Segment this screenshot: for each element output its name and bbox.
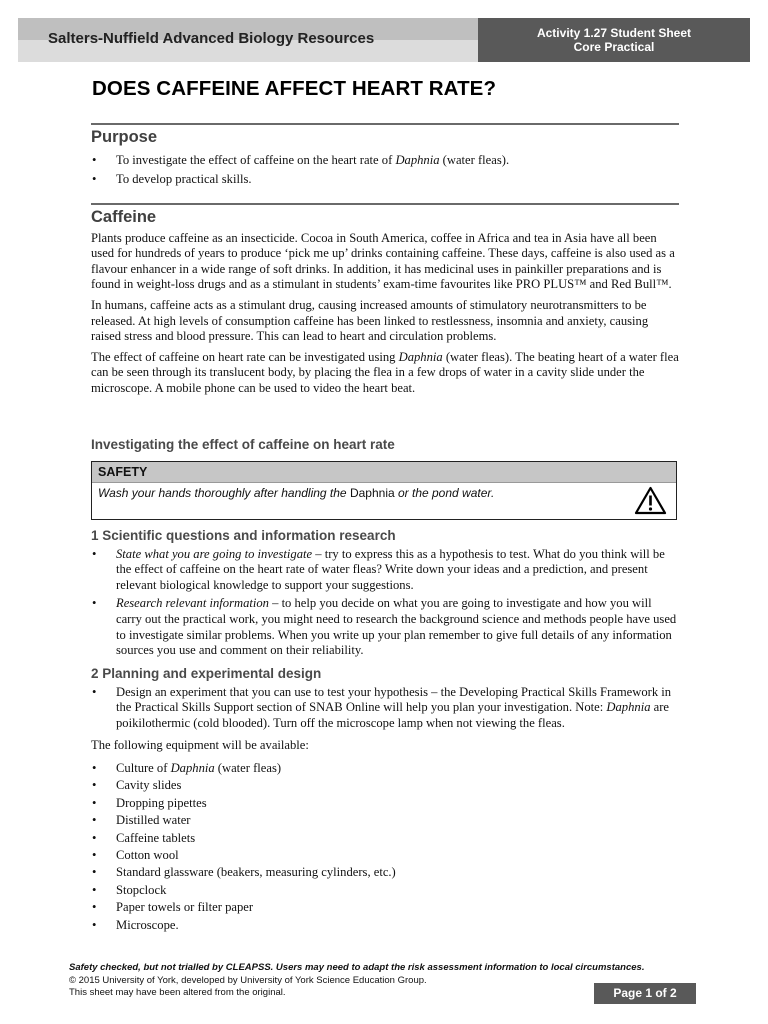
- footer-copyright: © 2015 University of York, developed by University of York Science Education Group.: [69, 974, 427, 986]
- section-2-list: [91, 685, 679, 732]
- item-italic: Daphnia: [395, 152, 440, 167]
- investigating-section: [91, 437, 679, 453]
- caffeine-section: [91, 203, 679, 397]
- list-item: [91, 153, 679, 169]
- page-number: Page 1 of 2: [594, 983, 696, 1004]
- equipment-item: • Paper towels or filter paper: [91, 899, 679, 916]
- investigating-heading: Investigating the effect of caffeine on heart rate: [91, 437, 395, 452]
- purpose-heading: Purpose: [91, 123, 679, 146]
- list-item: [91, 172, 679, 188]
- list-item: • Research relevant information – to help you decide on what you are going to investigate and how you will carry out the practical work, you might need to research the background science and methods people have used to investigate similar problems. When you write up your plan remember to give full details of any information sources you use and comment on their reliability.: [91, 596, 679, 658]
- equipment-item: • Cotton wool: [91, 847, 679, 864]
- equipment-item: • Stopclock: [91, 882, 679, 899]
- item-text: (water fleas).: [439, 152, 510, 167]
- section-1-list: [91, 547, 679, 659]
- equipment-item: • Cavity slides: [91, 777, 679, 794]
- safety-label: SAFETY: [92, 462, 676, 483]
- activity-type: Core Practical: [573, 40, 655, 54]
- item-text: To develop practical skills.: [116, 172, 252, 187]
- footer-altered-note: This sheet may have been altered from the original.: [69, 987, 286, 998]
- caffeine-paragraph-1: Plants produce caffeine as an insecticide. Cocoa in South America, coffee in Africa and tea in Asia have all been used for hundreds of years to produce ‘pick me up’ drinks containing caffeine. These days, caffeine is also used as a flavour enhancer in a wide range of soft drinks. In addition, it has medicinal uses in painkiller preparations and is found in weight-loss drugs and as a stimulant in students’ exam-time favourites like PRO PLUS™ and Red Bull™.: [91, 230, 675, 292]
- caffeine-paragraph-2: In humans, caffeine acts as a stimulant drug, causing increased amounts of stimulatory neurotransmitters to be released. At high levels of consumption caffeine has been linked to restlessness, insomnia and anxiety, causing raised stress and blood pressure. This can lead to heart and circulation problems.: [91, 297, 649, 344]
- header-activity-box: [478, 18, 750, 62]
- warning-triangle-icon: [634, 486, 667, 515]
- equipment-item: • Dropping pipettes: [91, 795, 679, 812]
- list-item: • Design an experiment that you can use to test your hypothesis – the Developing Practical Skills Framework in the Practical Skills Support section of SNAB Online will help you plan your investigation. Note: Daphnia are poikilothermic (cold blooded). Turn off the microscope lamp when not viewing the fleas.: [91, 685, 679, 732]
- equipment-item: • Culture of Daphnia (water fleas): [91, 760, 679, 777]
- section-2-heading: 2 Planning and experimental design: [91, 666, 322, 681]
- equipment-item: • Microscope.: [91, 917, 679, 934]
- equipment-item: • Distilled water: [91, 812, 679, 829]
- equipment-item: • Standard glassware (beakers, measuring cylinders, etc.): [91, 864, 679, 881]
- footer-safety-note: Safety checked, but not trialled by CLEAPSS. Users may need to adapt the risk assessment information to local circumstances.: [69, 962, 645, 973]
- safety-text: Wash your hands thoroughly after handling the Daphnia or the pond water.: [98, 486, 495, 500]
- purpose-list: [91, 153, 679, 188]
- item-text: To investigate the effect of caffeine on the heart rate of: [116, 152, 396, 167]
- equipment-item: • Caffeine tablets: [91, 830, 679, 847]
- section-2: [91, 666, 679, 934]
- header-series-band: [18, 18, 478, 62]
- footer: [69, 962, 644, 1000]
- equipment-intro: The following equipment will be available:: [91, 738, 309, 753]
- caffeine-paragraph-3: The effect of caffeine on heart rate can be investigated using Daphnia (water fleas). The beating heart of a water flea can be seen through its translucent body, by placing the flea in a few drops of water in a cavity slide under the microscope. A mobile phone can be used to video the heart beat.: [91, 349, 679, 395]
- section-1-heading: 1 Scientific questions and information research: [91, 528, 396, 543]
- page-title: DOES CAFFEINE AFFECT HEART RATE?: [92, 77, 497, 100]
- safety-box: [91, 461, 677, 520]
- purpose-section: [91, 123, 679, 188]
- list-item: • State what you are going to investigate – try to express this as a hypothesis to test. What do you think will be the effect of caffeine on the heart rate of water fleas? Write down your ideas and a prediction, and present relevant biological knowledge to support your suggestions.: [91, 547, 679, 594]
- equipment-list: [91, 760, 679, 934]
- activity-label: Activity 1.27 Student Sheet: [536, 26, 692, 40]
- section-1: [91, 528, 679, 659]
- series-title: Salters-Nuffield Advanced Biology Resources: [48, 30, 375, 47]
- caffeine-heading: Caffeine: [91, 203, 679, 226]
